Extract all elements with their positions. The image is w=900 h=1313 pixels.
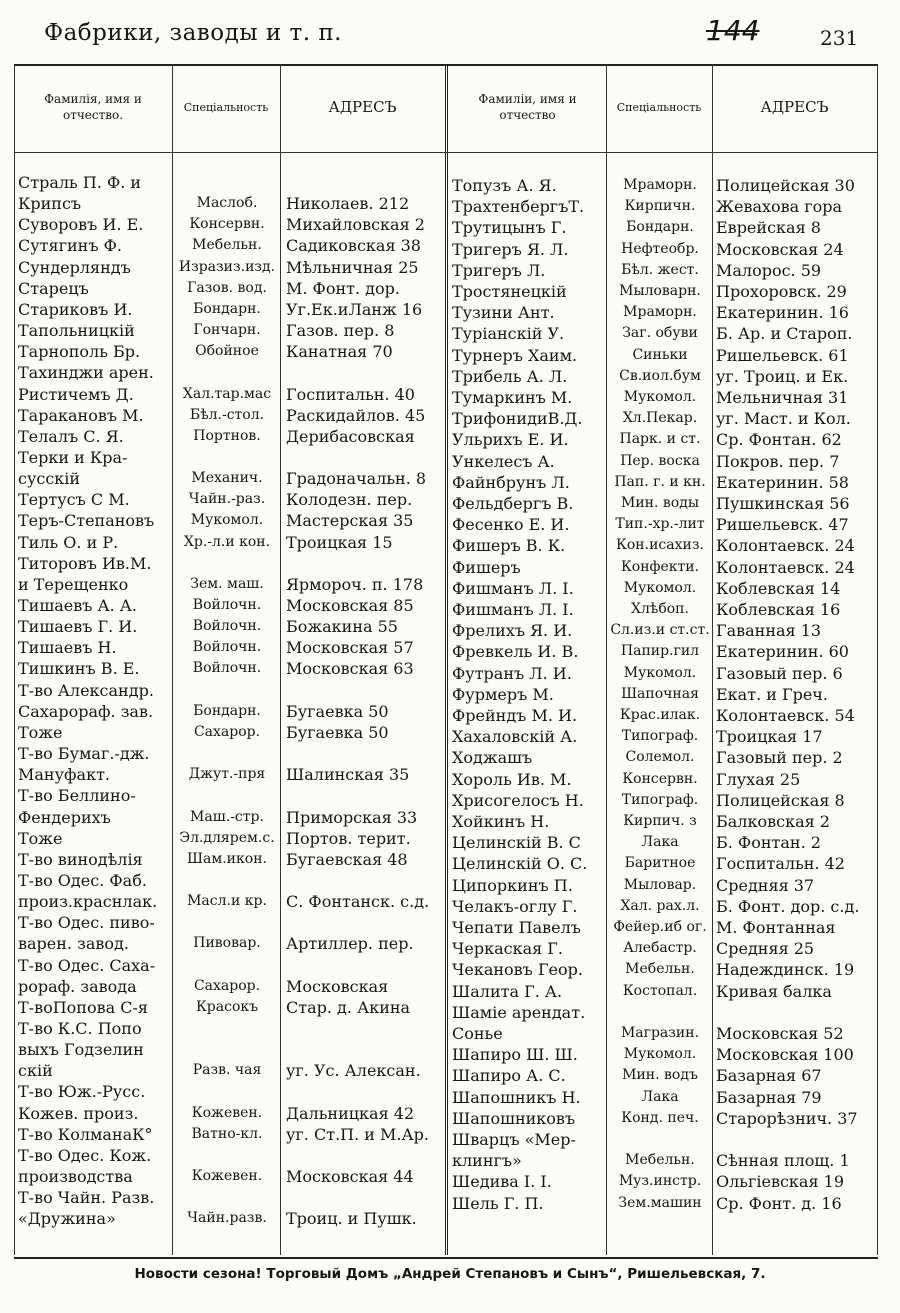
right-name-cell: Шварцъ «Мер-: [452, 1130, 576, 1149]
right-name-header: Фамиліи, имя и отчество: [478, 92, 577, 122]
right-spec-cell: Лака: [641, 834, 679, 851]
right-name-cell: Тростянецкій: [452, 282, 567, 301]
right-spec-cell: Мраморн.: [623, 304, 697, 321]
right-spec-cell: Конфекти.: [620, 558, 700, 575]
left-name-cell: Т-во винодѣлія: [18, 849, 143, 869]
right-addr-cell: Жевахова гора: [716, 197, 843, 217]
right-spec-cell: Кирпичн.: [624, 198, 696, 215]
left-name-cell: и Терещенко: [18, 574, 129, 594]
left-addr-cell: Канатная 70: [286, 342, 393, 362]
left-name-cell: Тертусъ С М.: [18, 490, 130, 510]
right-spec-cell: Зем.машин: [618, 1194, 702, 1211]
right-name-cell: Трибель А. Л.: [452, 366, 568, 386]
right-addr-cell: Екат. и Греч.: [716, 684, 828, 704]
left-spec-cell: Консервн.: [189, 216, 265, 233]
left-name-cell: Тапольницкій: [18, 321, 135, 341]
right-spec-cell: Хал. рах.л.: [620, 897, 700, 914]
left-addr-cell: Шалинская 35: [286, 765, 410, 785]
left-addr-cell: Стар. д. Акина: [286, 997, 411, 1017]
right-spec-cell: Мыловарн.: [619, 283, 701, 299]
left-addr-cell: Николаев. 212: [286, 194, 410, 214]
left-name-cell: Тишкинъ В. Е.: [18, 659, 140, 679]
left-name-cell: Тоже: [18, 828, 63, 848]
left-name-cell: рораф. завода: [18, 976, 137, 996]
right-name-cell: Черкаская Г.: [452, 939, 563, 959]
right-name-cell: Шапошниковъ: [452, 1108, 576, 1128]
left-addr-cell: М. Фонт. дор.: [286, 278, 400, 298]
right-spec-cell: Мукомол.: [623, 664, 697, 681]
right-addr-cell: Колонтаевск. 54: [716, 706, 855, 725]
left-name-cell: Тоже: [18, 722, 63, 742]
left-name-cell: Мануфакт.: [18, 765, 110, 785]
left-name-cell: Тишаевъ А. А.: [18, 596, 137, 615]
right-addr-cell: Колонтаевск. 24: [716, 557, 855, 577]
left-spec-cell: Кожевен.: [191, 1168, 263, 1185]
left-name-cell: Т-во Одес. Фаб.: [18, 870, 147, 890]
right-name-cell: Туріанскій У.: [452, 324, 565, 344]
right-name-cell: Фревкель И. В.: [452, 642, 579, 662]
right-spec-cell: Бондарн.: [626, 219, 694, 236]
left-spec-cell: Джут.-пря: [188, 766, 266, 783]
right-name-cell: Файнбрунъ Л.: [452, 472, 570, 492]
right-spec-cell: Хл.Пекар.: [622, 410, 698, 427]
right-addr-cell: Ришельевск. 47: [716, 515, 849, 535]
right-name-cell: Футранъ Л. И.: [452, 663, 572, 683]
right-addr-cell: Троицкая 17: [716, 727, 823, 747]
rule-center-divider: [445, 64, 448, 1255]
left-spec-cell: Маш.-стр.: [190, 808, 264, 825]
left-name-cell: Фендерихъ: [18, 807, 111, 827]
left-addr-cell: Дерибасовская: [286, 426, 415, 446]
left-addr-cell: Градоначальн. 8: [286, 469, 427, 489]
right-addr-cell: Глухая 25: [716, 769, 801, 789]
right-name-cell: Ункелесъ А.: [452, 451, 555, 471]
left-addr-cell: Московская 85: [286, 596, 414, 615]
right-spec-cell: Муз.инстр.: [618, 1173, 702, 1190]
right-name-cell: Чекановъ Геор.: [452, 960, 583, 980]
left-addr-cell: Бугаевка 50: [286, 722, 389, 742]
right-addr-cell: Коблевская 16: [716, 600, 841, 619]
right-name-cell: Фишманъ Л. І.: [452, 600, 574, 619]
left-spec-cell: Мебельн.: [192, 237, 262, 254]
right-spec-header: Спеціальность: [616, 100, 702, 114]
left-name-cell: Тишаевъ Н.: [18, 638, 117, 658]
rule-left-edge: [14, 64, 15, 1255]
left-name-cell: сусскій: [18, 469, 81, 489]
right-addr-cell: Московская 100: [716, 1045, 854, 1065]
right-name-cell: Ципоркинъ П.: [452, 875, 573, 895]
right-name-cell: Тумаркинъ М.: [452, 388, 573, 407]
right-addr-cell: Ришельевск. 61: [716, 345, 849, 365]
right-name-cell: Тригеръ Л.: [452, 260, 546, 280]
left-spec-cell: Бондарн.: [193, 702, 261, 719]
right-spec-cell: Мыловар.: [623, 876, 697, 893]
left-name-cell: Теръ-Степановъ: [18, 511, 155, 531]
left-name-cell: Т-во Одес. Саха-: [18, 955, 156, 975]
right-spec-cell: Костопал.: [622, 982, 698, 999]
right-name-cell: Фрейндъ М. И.: [452, 706, 578, 725]
left-addr-cell: Троиц. и Пушк.: [286, 1209, 417, 1229]
right-addr-cell: Старорѣзнич. 37: [716, 1108, 858, 1128]
left-addr-cell: Газов. пер. 8: [286, 321, 395, 341]
right-spec-cell: Кирпич. з: [623, 813, 697, 829]
right-name-cell: Чепати Павелъ: [452, 918, 581, 937]
right-addr-cell: Гаванная 13: [716, 621, 822, 641]
left-addr-cell: Раскидайлов. 45: [286, 405, 426, 425]
left-spec-cell: Газов. вод.: [187, 279, 267, 296]
right-spec-cell: Папир.гил: [620, 643, 700, 660]
right-addr-cell: Екатеринин. 16: [716, 303, 849, 323]
left-spec-cell: Портнов.: [193, 427, 261, 444]
right-spec-cell: Хлѣбоп.: [631, 601, 689, 617]
left-spec-header: Спеціальность: [183, 100, 269, 114]
right-name-cell: Ходжашъ: [452, 748, 533, 768]
right-name-cell: Трутицынъ Г.: [452, 218, 567, 238]
left-spec-cell: Бѣл.-стол.: [189, 406, 265, 423]
left-name-cell: Т-во Одес. Кож.: [18, 1145, 152, 1165]
left-name-cell: Ристичемъ Д.: [18, 384, 134, 404]
right-spec-cell: Крас.илак.: [619, 707, 701, 723]
right-addr-cell: Средняя 37: [716, 875, 815, 895]
left-name-cell: Т-воПопова С-я: [18, 997, 148, 1017]
right-name-cell: Шапошникъ Н.: [452, 1087, 581, 1107]
right-addr-cell: Сѣнная площ. 1: [716, 1151, 850, 1171]
right-spec-cell: Парк. и ст.: [619, 431, 701, 448]
right-addr-cell: Базарная 79: [716, 1087, 822, 1107]
right-name-cell: Фурмеръ М.: [452, 684, 554, 704]
left-name-cell: Т-во Беллино-: [18, 786, 136, 806]
left-addr-cell: Московская: [286, 976, 389, 996]
left-spec-cell: Ватно-кл.: [191, 1125, 263, 1142]
left-spec-cell: Гончарн.: [193, 322, 261, 339]
right-spec-cell: Кон.исахиз.: [616, 537, 704, 554]
right-addr-cell: Госпитальн. 42: [716, 854, 845, 874]
left-addr-cell: Божакина 55: [286, 617, 398, 637]
right-addr-cell: Ольгіевская 19: [716, 1172, 845, 1192]
right-addr-cell: Полицейская 8: [716, 790, 845, 810]
right-spec-cell: Мукомол.: [623, 389, 697, 405]
right-name-cell: Тузини Ант.: [452, 303, 555, 323]
right-addr-cell: Базарная 67: [716, 1066, 822, 1086]
right-addr-cell: Покров. пер. 7: [716, 451, 840, 471]
right-name-cell: Хороль Ив. М.: [452, 769, 572, 789]
left-name-cell: Титоровъ Ив.М.: [18, 553, 152, 573]
left-name-cell: Кожев. произ.: [18, 1103, 139, 1123]
left-spec-cell: Кожевен.: [191, 1104, 263, 1121]
right-name-cell: ТрифонидиВ.Д.: [452, 409, 583, 429]
right-spec-cell: Мин. воды: [621, 495, 699, 511]
right-name-cell: Фельдбергъ В.: [452, 494, 574, 513]
right-addr-cell: уг. Маст. и Кол.: [716, 409, 851, 429]
right-name-cell: Хрисогелосъ Н.: [452, 790, 584, 810]
rule-name-spec-left: [172, 64, 173, 1255]
right-spec-cell: Лака: [641, 1088, 679, 1105]
left-addr-cell: Московская 57: [286, 638, 414, 658]
left-spec-cell: Изразиз.изд.: [178, 258, 276, 275]
left-name-cell: Т-во Чайн. Разв.: [18, 1188, 155, 1208]
right-spec-cell: Нефтеобр.: [621, 240, 699, 257]
left-addr-cell: Мастерская 35: [286, 511, 414, 531]
rule-right-edge: [877, 64, 878, 1255]
left-addr-cell: Бугаевка 50: [286, 701, 389, 721]
left-spec-cell: Механич.: [191, 470, 263, 487]
right-name-cell: ТрахтенбергъТ.: [452, 197, 585, 217]
left-addr-cell: Троицкая 15: [286, 532, 393, 552]
left-spec-cell: Войлочн.: [192, 618, 262, 635]
right-name-cell: Шалита Г. А.: [452, 981, 563, 1001]
left-name-cell: «Дружина»: [18, 1209, 116, 1229]
left-address-header: АДРЕСЪ: [328, 98, 397, 117]
right-addr-cell: Газовый пер. 6: [716, 663, 843, 683]
right-name-cell: Турнеръ Хаим.: [452, 345, 578, 365]
right-spec-cell: Синьки: [632, 346, 688, 363]
left-spec-cell: Чайн.разв.: [187, 1210, 267, 1227]
right-name-cell: Фесенко Е. И.: [452, 515, 570, 535]
right-name-cell: Сонье: [452, 1024, 503, 1043]
left-name-cell: выхъ Годзелин: [18, 1040, 144, 1060]
left-name-cell: Страль П. Ф. и: [18, 173, 142, 192]
left-name-cell: скій: [18, 1061, 53, 1081]
right-spec-cell: Мин. водъ: [622, 1067, 698, 1084]
left-addr-cell: Михайловская 2: [286, 215, 425, 235]
left-spec-cell: Красокъ: [195, 998, 259, 1015]
right-addr-cell: Еврейская 8: [716, 218, 821, 238]
right-addr-cell: Б. Фонт. дор. с.д.: [716, 896, 860, 916]
left-spec-cell: Мукомол.: [190, 512, 264, 529]
right-addr-cell: Московская 52: [716, 1024, 844, 1043]
left-addr-cell: Московская 44: [286, 1167, 414, 1187]
left-name-cell: Старецъ: [18, 278, 89, 298]
right-addr-cell: Мельничная 31: [716, 388, 849, 407]
left-name-cell: Т-во Бумаг.-дж.: [18, 744, 150, 764]
left-addr-cell: Уг.Ек.иЛанж 16: [286, 299, 423, 319]
left-name-cell: Тиль О. и Р.: [18, 532, 119, 552]
right-name-cell: Фишманъ Л. І.: [452, 578, 574, 598]
right-spec-cell: Мебельн.: [625, 1152, 695, 1169]
right-address-header: АДРЕСЪ: [760, 98, 829, 117]
left-name-cell: Тишаевъ Г. И.: [18, 617, 138, 637]
left-name-cell: Т-во КолманаК°: [18, 1124, 153, 1144]
left-name-cell: Тахинджи арен.: [18, 363, 154, 383]
left-addr-cell: Госпитальн. 40: [286, 384, 415, 404]
right-addr-cell: Московская 24: [716, 239, 844, 259]
right-spec-cell: Консервн.: [622, 770, 698, 787]
right-spec-cell: Пер. воска: [620, 452, 700, 469]
left-spec-cell: Маслоб.: [196, 195, 258, 212]
left-name-cell: Сутягинъ Ф.: [18, 236, 122, 256]
right-name-cell: Шель Г. П.: [452, 1193, 544, 1213]
left-spec-cell: Войлочн.: [192, 660, 262, 677]
right-addr-cell: Ср. Фонтан. 62: [716, 430, 842, 450]
right-spec-cell: Магразин.: [620, 1025, 700, 1041]
right-spec-cell: Св.иол.бум: [619, 367, 701, 384]
right-name-cell: Хойкинъ Н.: [452, 812, 550, 831]
right-addr-cell: Полицейская 30: [716, 176, 855, 195]
right-addr-cell: М. Фонтанная: [716, 918, 836, 937]
left-name-cell: Т-во Александр.: [18, 680, 154, 700]
right-addr-cell: Ср. Фонт. д. 16: [716, 1193, 842, 1213]
left-addr-cell: Ярмороч. п. 178: [286, 574, 424, 594]
right-spec-cell: Типограф.: [621, 728, 699, 745]
right-addr-cell: Газовый пер. 2: [716, 748, 843, 768]
right-spec-cell: Мебельн.: [625, 961, 695, 978]
left-spec-cell: Разв. чая: [192, 1062, 262, 1079]
left-spec-cell: Эл.длярем.с.: [179, 829, 275, 846]
right-spec-cell: Мукомол.: [623, 1046, 697, 1063]
left-spec-cell: Бондарн.: [193, 300, 261, 317]
page-number: 231: [820, 26, 859, 50]
right-spec-cell: Пап. г. и кн.: [614, 473, 706, 490]
right-name-cell: Целинскій В. С: [452, 833, 581, 853]
left-spec-cell: Обойное: [195, 343, 259, 360]
left-addr-cell: С. Фонтанск. с.д.: [286, 892, 430, 912]
left-name-cell: Таракановъ М.: [18, 405, 144, 425]
right-addr-cell: Надеждинск. 19: [716, 960, 855, 980]
left-name-cell: Терки и Кра-: [18, 447, 128, 467]
right-addr-cell: Б. Фонтан. 2: [716, 833, 821, 853]
right-addr-cell: Кривая балка: [716, 981, 832, 1001]
right-addr-cell: Колонтаевск. 24: [716, 536, 855, 556]
left-addr-cell: Московская 63: [286, 659, 414, 679]
left-spec-cell: Войлочн.: [192, 639, 262, 656]
left-name-cell: Тарнополь Бр.: [18, 342, 141, 362]
right-addr-cell: Малорос. 59: [716, 260, 822, 280]
right-spec-cell: Сл.из.и ст.ст.: [610, 622, 710, 639]
left-spec-cell: Хал.тар.мас: [182, 385, 272, 402]
left-addr-cell: уг. Ус. Алексан.: [286, 1061, 421, 1081]
left-name-cell: Сундерляндъ: [18, 257, 131, 277]
right-addr-cell: Коблевская 14: [716, 578, 841, 598]
right-name-cell: Фишеръ В. К.: [452, 536, 566, 556]
right-spec-cell: Тип.-хр.-лит: [615, 516, 705, 533]
right-name-cell: Хахаловскій А.: [452, 727, 578, 747]
right-spec-cell: Алебастр.: [623, 940, 697, 957]
left-spec-cell: Пивовар.: [193, 935, 261, 952]
left-addr-cell: Приморская 33: [286, 807, 418, 827]
page-header-title: Фабрики, заводы и т. п.: [44, 20, 342, 46]
right-spec-cell: Типограф.: [621, 791, 699, 808]
left-spec-cell: Хр.-л.и кон.: [183, 533, 271, 550]
right-spec-cell: Мукомол.: [623, 579, 697, 596]
left-addr-cell: Портов. терит.: [286, 828, 411, 848]
left-spec-cell: Войлочн.: [192, 597, 262, 613]
right-name-cell: Фрелихъ Я. И.: [452, 621, 573, 641]
right-spec-cell: Фейер.иб ог.: [613, 919, 707, 935]
rule-spec-addr-left: [280, 64, 281, 1255]
left-name-cell: Т-во Одес. пиво-: [18, 913, 155, 933]
right-name-cell: Шедива І. І.: [452, 1172, 552, 1192]
right-addr-cell: уг. Троиц. и Ек.: [716, 366, 849, 386]
left-addr-cell: Садиковская 38: [286, 236, 421, 256]
left-name-cell: произ.краснлак.: [18, 892, 158, 912]
left-name-cell: производства: [18, 1167, 133, 1187]
right-name-cell: Фишеръ: [452, 557, 521, 577]
left-addr-cell: уг. Ст.П. и М.Ар.: [286, 1124, 429, 1144]
left-name-cell: Т-во К.С. Попо: [18, 1019, 142, 1038]
right-addr-cell: Б. Ар. и Староп.: [716, 324, 853, 344]
right-spec-cell: Солемол.: [625, 749, 695, 766]
left-addr-cell: Дальницкая 42: [286, 1103, 415, 1123]
right-name-cell: Тригеръ Я. Л.: [452, 239, 569, 259]
left-name-cell: варен. завод.: [18, 934, 129, 954]
left-name-header: Фамилія, имя и отчество.: [44, 92, 142, 122]
right-addr-cell: Пушкинская 56: [716, 494, 850, 513]
right-name-cell: Челакъ-оглу Г.: [452, 896, 578, 916]
left-name-cell: Сахарораф. зав.: [18, 701, 154, 721]
rule-spec-addr-right: [712, 64, 713, 1255]
right-name-cell: Топузъ А. Я.: [452, 176, 557, 195]
left-name-cell: Телалъ С. Я.: [18, 426, 124, 446]
right-spec-cell: Бѣл. жест.: [621, 261, 699, 278]
right-addr-cell: Екатеринин. 58: [716, 472, 849, 492]
left-spec-cell: Масл.и кр.: [187, 893, 267, 910]
right-spec-cell: Баритное: [624, 855, 696, 872]
handwritten-number: 144: [706, 14, 760, 47]
right-name-cell: Шаміе арендат.: [452, 1002, 586, 1022]
left-spec-cell: Зем. маш.: [190, 575, 264, 592]
left-addr-cell: Бугаевская 48: [286, 849, 408, 869]
left-spec-cell: Сахарор.: [193, 977, 261, 994]
left-name-cell: Суворовъ И. Е.: [18, 215, 144, 235]
right-name-cell: Шапиро Ш. Ш.: [452, 1045, 578, 1065]
rule-name-spec-right: [606, 64, 607, 1255]
right-spec-cell: Заг. обуви: [622, 325, 698, 342]
right-name-cell: Ульрихъ Е. И.: [452, 430, 569, 450]
right-addr-cell: Средняя 25: [716, 939, 815, 959]
left-spec-cell: Шам.икон.: [187, 850, 267, 867]
left-addr-cell: Колодезн. пер.: [286, 490, 413, 510]
right-name-cell: Шапиро А. С.: [452, 1066, 566, 1086]
left-name-cell: Т-во Юж.-Русс.: [18, 1082, 146, 1102]
left-spec-cell: Сахарор.: [193, 723, 261, 740]
right-addr-cell: Прохоровск. 29: [716, 282, 847, 301]
left-name-cell: Стариковъ И.: [18, 299, 133, 319]
right-spec-cell: Шапочная: [621, 685, 699, 702]
right-addr-cell: Екатеринин. 60: [716, 642, 849, 662]
left-addr-cell: Артиллер. пер.: [286, 934, 414, 954]
right-spec-cell: Мраморн.: [623, 177, 697, 193]
left-name-cell: Крипсъ: [18, 194, 82, 214]
right-name-cell: клингъ»: [452, 1151, 522, 1171]
right-name-cell: Целинскій О. С.: [452, 854, 588, 874]
right-spec-cell: Конд. печ.: [621, 1109, 699, 1126]
right-addr-cell: Балковская 2: [716, 812, 830, 831]
left-addr-cell: Мѣльничная 25: [286, 257, 419, 277]
header-rule: [14, 152, 878, 153]
footer-advertisement: Новости сезона! Торговый Домъ „Андрей Степановъ и Сынъ“, Ришельевская, 7.: [134, 1266, 766, 1282]
left-spec-cell: Чайн.-раз.: [188, 491, 266, 508]
